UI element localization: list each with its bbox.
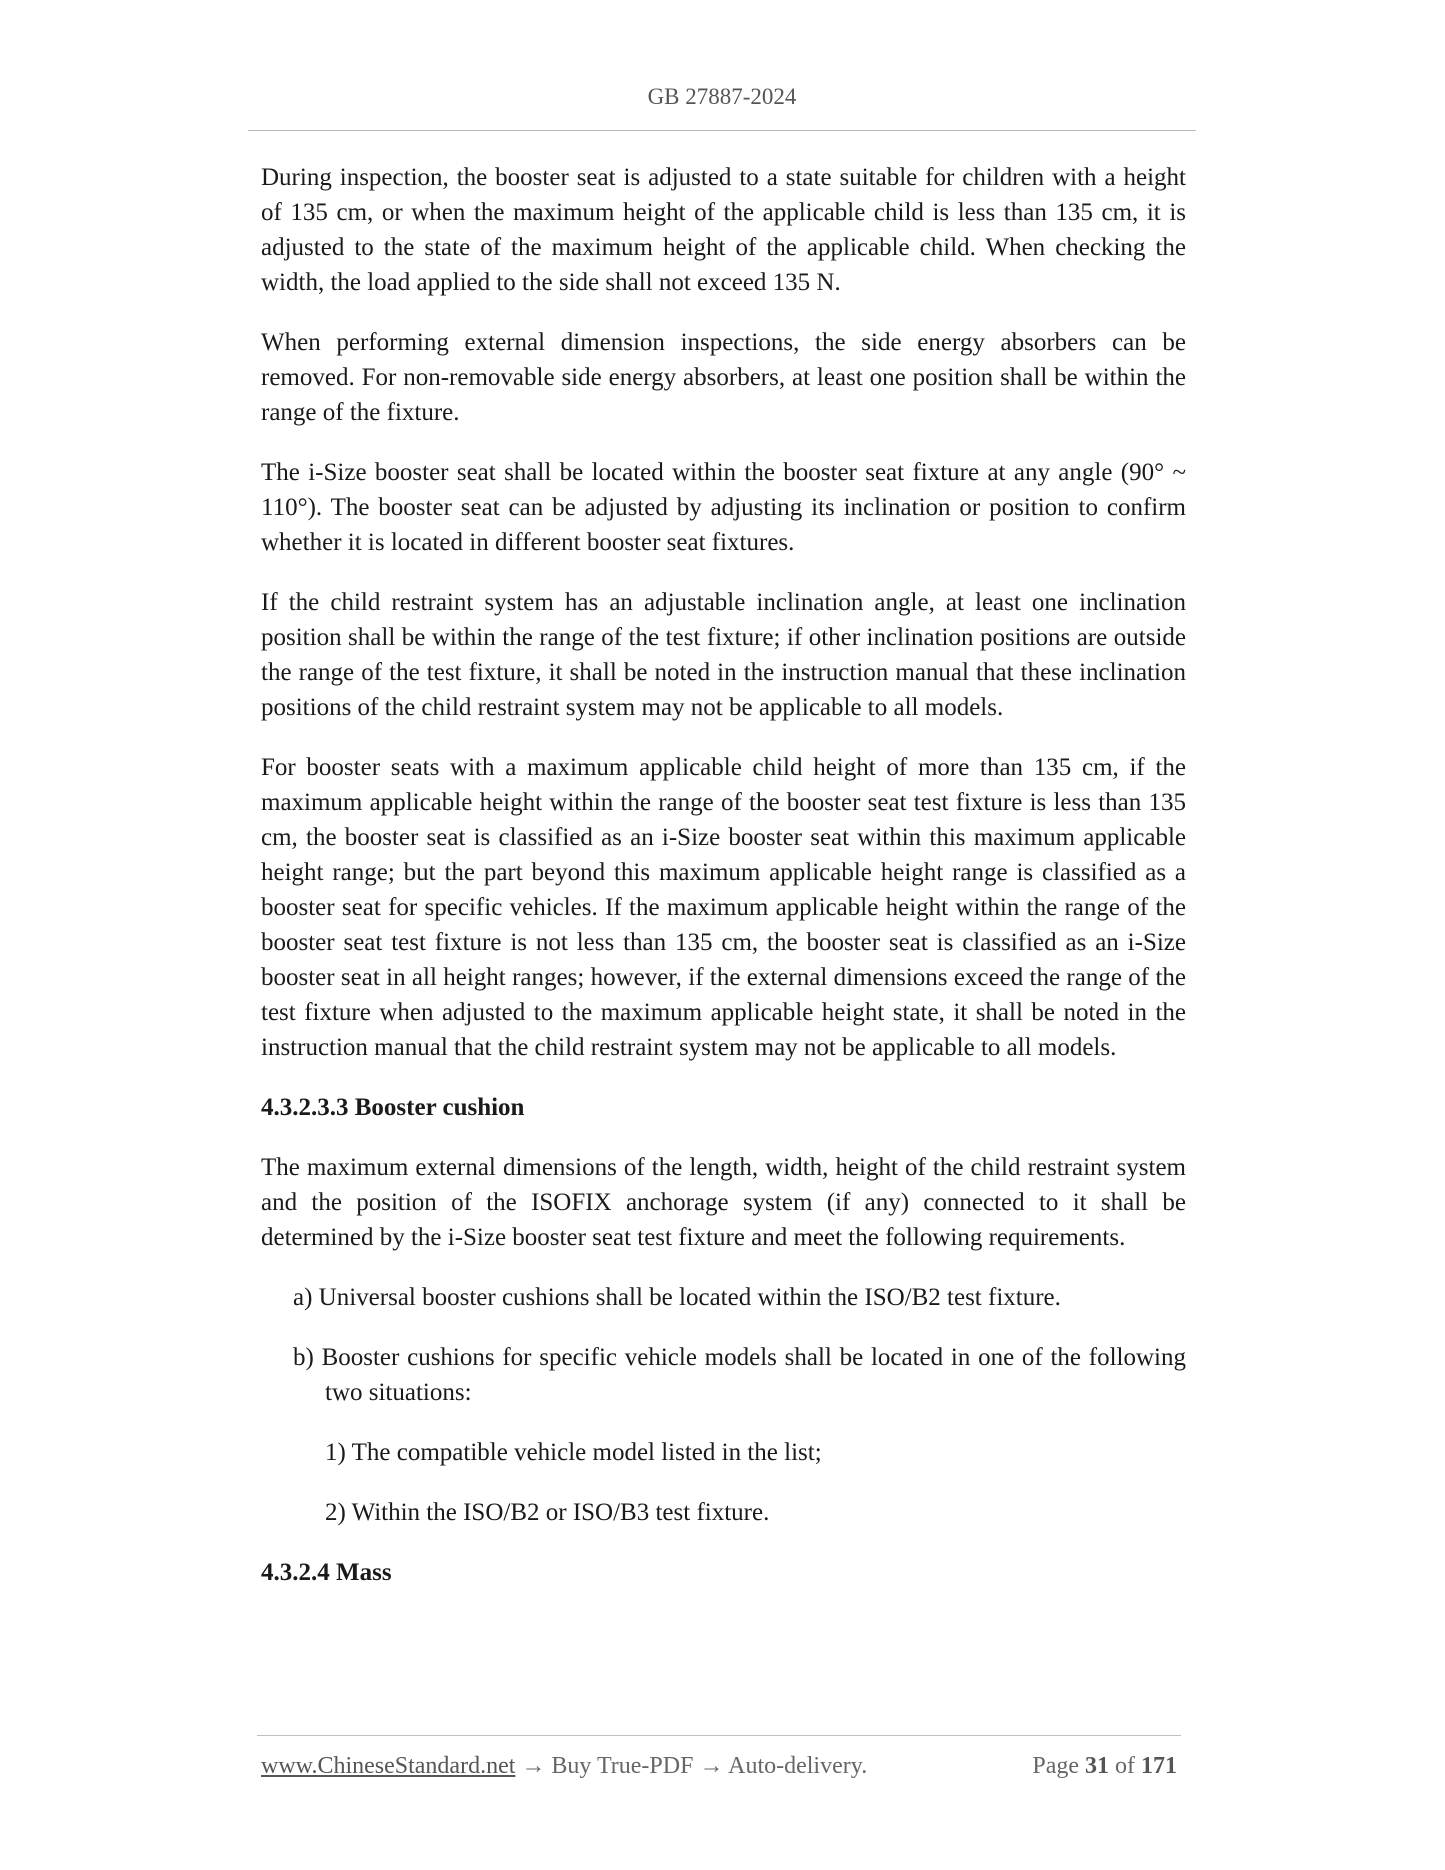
paragraph-side-absorbers: When performing external dimension inspections, the side energy absorbers can be removed. For non-removable side energy absorbers, at least one position shall be within the range of the fixture.	[261, 329, 1186, 426]
page-label: Page	[1032, 1753, 1079, 1779]
page-content	[261, 160, 1186, 1615]
section-heading-booster-cushion: 4.3.2.3.3 Booster cushion	[261, 1094, 525, 1121]
section-heading-mass: 4.3.2.4 Mass	[261, 1559, 392, 1586]
document-id-header: GB 27887-2024	[647, 84, 797, 109]
page-footer	[261, 1750, 1181, 1782]
site-link[interactable]: www.ChineseStandard.net	[261, 1753, 516, 1779]
page-total: 171	[1141, 1753, 1177, 1779]
paragraph-height-classification: For booster seats with a maximum applicable child height of more than 135 cm, if the maximum applicable height within the range of the booster seat test fixture is less than 135 cm, the booster seat is classified as an i-Size booster seat within this maximum applicable height range; but the part beyond this maximum applicable height range is classified as a booster seat for specific vehicles. If the maximum applicable height within the range of the booster seat test fixture is not less than 135 cm, the booster seat is classified as an i-Size booster seat in all height ranges; however, if the external dimensions exceed the range of the test fixture when adjusted to the maximum applicable height state, it shall be noted in the instruction manual that the child restraint system may not be applicable to all models.	[261, 754, 1186, 1061]
header-divider	[248, 130, 1196, 131]
page-number: 31	[1085, 1753, 1109, 1779]
list-item-a: a) Universal booster cushions shall be located within the ISO/B2 test fixture.	[293, 1284, 1061, 1311]
page-indicator	[1032, 1750, 1177, 1782]
paragraph-external-dimensions: The maximum external dimensions of the length, width, height of the child restraint system and the position of the ISOFIX anchorage system (if any) connected to it shall be determined by the i-Size booster seat test fixture and meet the following requirements.	[261, 1154, 1186, 1251]
paragraph-inspection-height: During inspection, the booster seat is adjusted to a state suitable for children with a height of 135 cm, or when the maximum height of the applicable child is less than 135 cm, it is adjusted to the state of the maximum height of the applicable child. When checking the width, the load applied to the side shall not exceed 135 N.	[261, 164, 1186, 296]
footer-divider	[257, 1735, 1181, 1736]
paragraph-isize-angle: The i-Size booster seat shall be located within the booster seat fixture at any angle (90° ~ 110°). The booster seat can be adjusted by adjusting its inclination or position to confirm whether it is located in different booster seat fixtures.	[261, 459, 1186, 556]
sub-item-2: 2) Within the ISO/B2 or ISO/B3 test fixture.	[325, 1499, 770, 1526]
paragraph-inclination: If the child restraint system has an adjustable inclination angle, at least one inclination position shall be within the range of the test fixture; if other inclination positions are outside the range of the test fixture, it shall be noted in the instruction manual that these inclination positions of the child restraint system may not be applicable to all models.	[261, 589, 1186, 721]
footer-tagline: → Buy True-PDF → Auto-delivery.	[515, 1753, 868, 1779]
of-label: of	[1115, 1753, 1135, 1779]
sub-item-1: 1) The compatible vehicle model listed in the list;	[325, 1439, 822, 1466]
list-item-b: b) Booster cushions for specific vehicle models shall be located in one of the following two situations:	[293, 1344, 1186, 1406]
